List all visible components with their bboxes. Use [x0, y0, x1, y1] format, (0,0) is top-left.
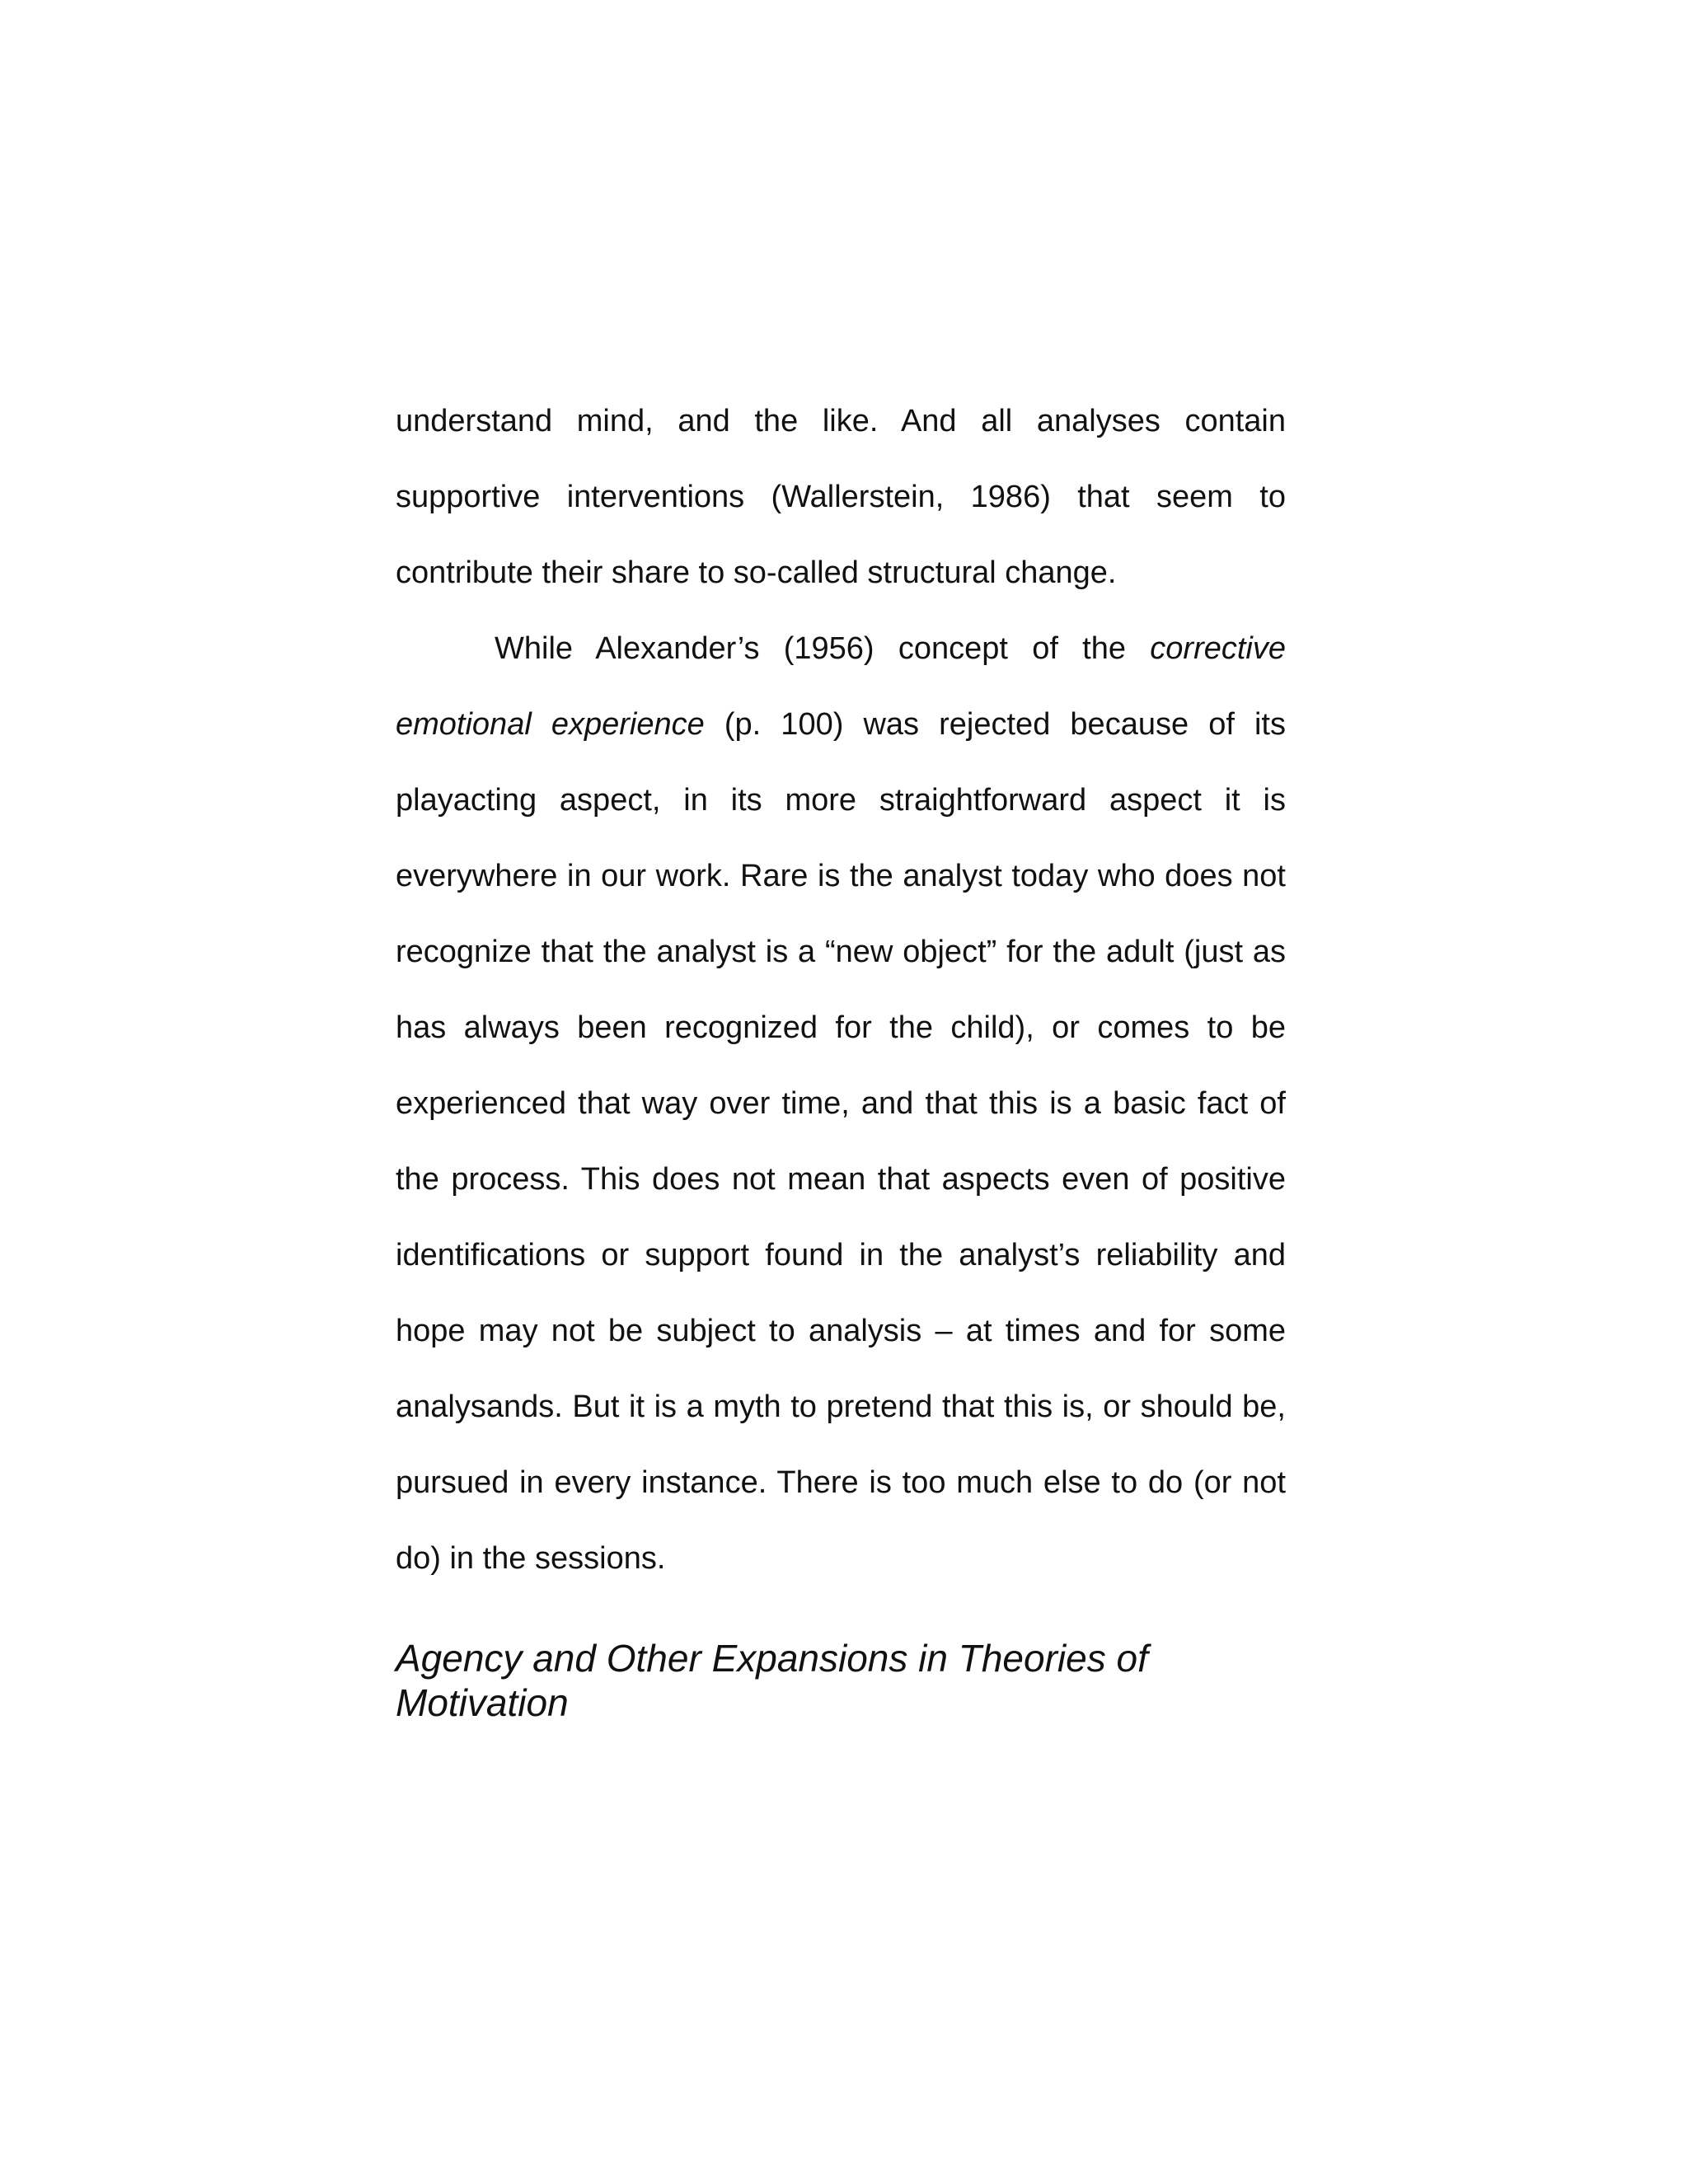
body-text: [396, 383, 1286, 1596]
section-heading: Agency and Other Expansions in Theories of Motivation: [396, 1637, 1148, 1724]
paragraph-2-lead: While Alexander’s (1956) concept of the: [495, 631, 1151, 666]
paragraph-2-rest: (p. 100) was rejected because of its playacting aspect, in its more straightforward aspect it is everywhere in our work. Rare is the analyst today who does not recognize that the analyst is a “new object” for the adult (just as has always been recognized for the child), or comes to be experienced that way over time, and that this is a basic fact of the process. This does not mean that aspects even of positive identifications or support found in the analyst’s reliability and hope may not be subject to analysis – at times and for some analysands. But it is a myth to pretend that this is, or should be, pursued in every instance. There is too much else to do (or not do) in the sessions.: [396, 707, 1286, 1576]
paragraph-1: understand mind, and the like. And all analyses contain supportive interventions (Wallerstein, 1986) that seem to contribute their share to so-called structural change.: [396, 404, 1286, 590]
paragraph-2: [396, 611, 1286, 1596]
italic-term: corrective emotional experience: [396, 631, 1286, 742]
